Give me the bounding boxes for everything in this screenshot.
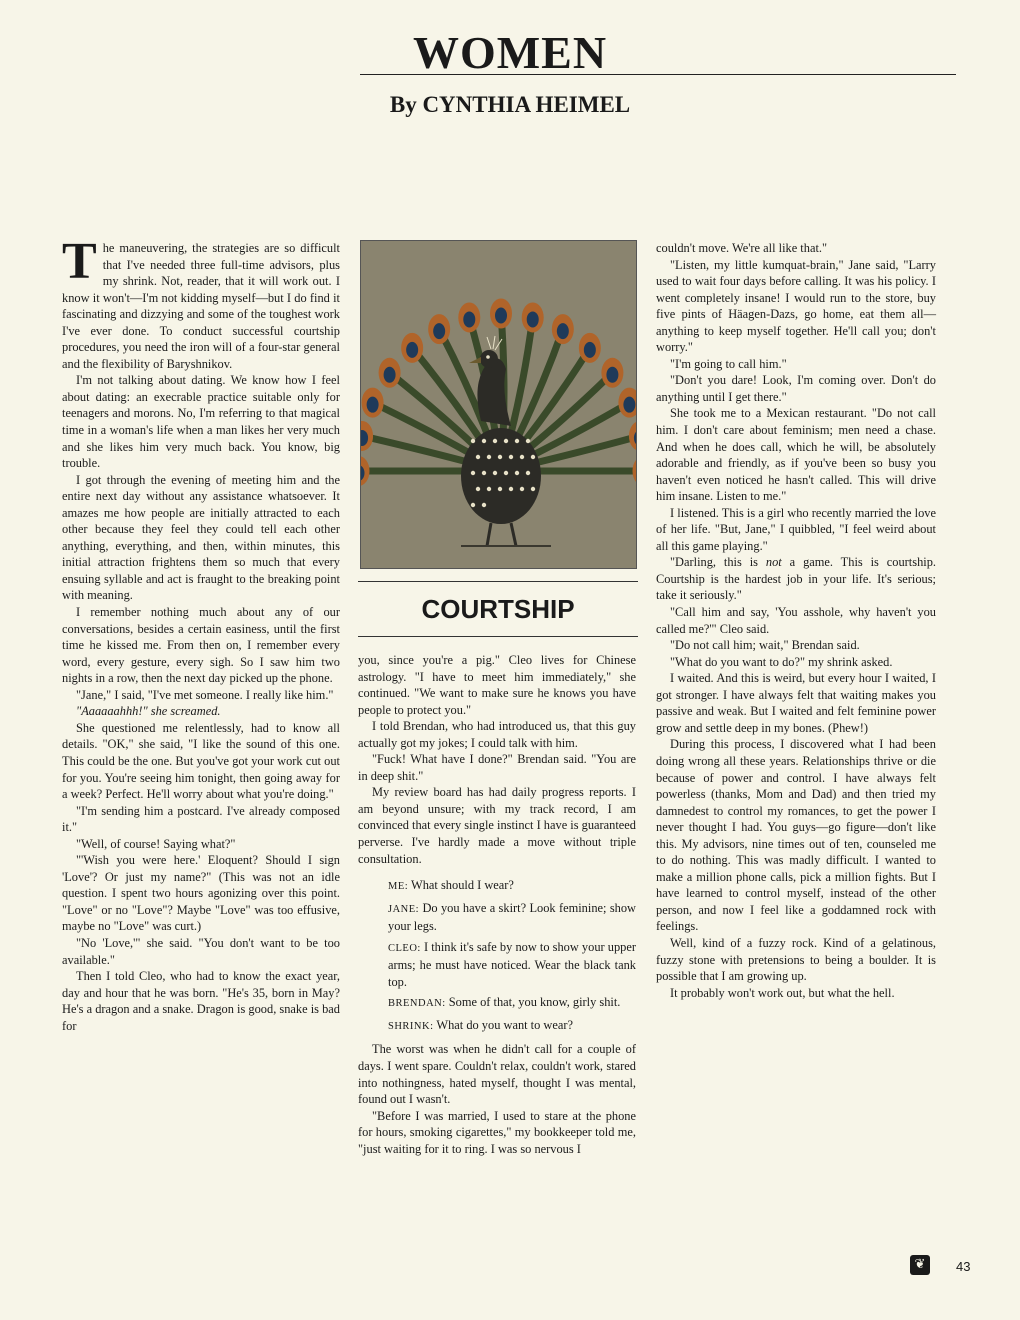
body-dot: [487, 455, 491, 459]
body-dot: [487, 487, 491, 491]
dialogue-text: Some of that, you know, girly shit.: [448, 995, 621, 1010]
peacock-illustration: [360, 240, 637, 569]
column-2: [358, 652, 636, 1157]
feather-eye-center: [406, 342, 418, 358]
paragraph: "I'm going to call him.": [670, 356, 787, 371]
paragraph: Well, kind of a fuzzy rock. Kind of a gelatinous, fuzzy stone with pretensions to being a boulder. It is possible that I am growing up.: [656, 935, 936, 984]
dialogue-line: [358, 900, 636, 935]
playboy-rabbit-icon: ❦: [910, 1255, 930, 1275]
feather-eye-center: [527, 311, 539, 327]
column-1: [62, 233, 340, 1034]
paragraph: "Fuck! What have I done?" Brendan said. "You are in deep shit.": [358, 752, 636, 783]
speaker-label: SHRINK:: [388, 1020, 434, 1032]
article-title: WOMEN: [412, 27, 608, 78]
feather-eye-center: [623, 397, 635, 413]
section-rule-top: [358, 581, 638, 582]
dialogue-text: Do you have a skirt? Look feminine; show your legs.: [388, 900, 636, 934]
speaker-label: ME:: [388, 881, 409, 893]
speaker-label: BRENDAN:: [388, 998, 446, 1010]
dialogue-line: [358, 1017, 636, 1036]
body-dot: [526, 439, 530, 443]
speaker-label: CLEO:: [388, 942, 421, 954]
paragraph: "Well, of course! Saying what?": [76, 836, 236, 851]
dialogue-text: I think it's safe by now to show your upper arms; he must have noticed. Wear the black tank top.: [388, 939, 636, 989]
feather-eye-center: [384, 367, 396, 383]
paragraph-text: "Darling, this is: [670, 555, 766, 570]
emphasis: not: [765, 555, 782, 570]
column-3: [656, 240, 936, 1001]
body-dot: [498, 487, 502, 491]
body-dot: [509, 487, 513, 491]
feather-eye-center: [557, 323, 569, 339]
dialogue-text: What do you want to wear?: [436, 1017, 573, 1032]
body-dot: [476, 487, 480, 491]
feather-eye-center: [606, 367, 618, 383]
feather-eye-center: [463, 311, 475, 327]
feather-eye-center: [495, 308, 507, 324]
paragraph: It probably won't work out, but what the hell.: [670, 985, 895, 1000]
body-dot: [471, 471, 475, 475]
page-number: 43: [956, 1259, 971, 1274]
paragraph: My review board has had daily progress reports. I am beyond unsure; with my track record, I am convinced that every single instinct I have is guaranteed perverse. I've hardly made a move without triple consultation.: [358, 785, 637, 866]
paragraph: "Don't you dare! Look, I'm coming over. Don't do anything until I get there.": [656, 373, 936, 404]
dialogue-text: What should I wear?: [411, 878, 514, 893]
body-dot: [471, 439, 475, 443]
body-dot: [476, 455, 480, 459]
section-heading: COURTSHIP: [421, 594, 575, 624]
paragraph: "What do you want to do?" my shrink asked.: [670, 654, 893, 669]
paragraph: She took me to a Mexican restaurant. "Do not call him. I don't care about feminism; men need a chase. And when he does call, which he will, be absolutely adorable and friendly, as if you've been so busy you haven't even noticed he hasn't called. This will drive him insane. Listen to me.": [656, 406, 936, 504]
peacock-icon: [361, 241, 636, 568]
body-dot: [498, 455, 502, 459]
section-rule-bottom: [358, 636, 638, 637]
body-dot: [504, 471, 508, 475]
paragraph: [62, 233, 340, 372]
paragraph: "No 'Love,'" she said. "You don't want to be too available.": [62, 935, 340, 967]
body-dot: [482, 503, 486, 507]
paragraph: "Before I was married, I used to stare at the phone for hours, smoking cigarettes," my bookkeeper told me, "just waiting for it to ring. I was so nervous I: [358, 1108, 636, 1156]
body-dot: [531, 455, 535, 459]
dialogue-line: [358, 939, 636, 991]
paragraph: "Jane," I said, "I've met someone. I really like him.": [76, 687, 334, 702]
paragraph: I told Brendan, who had introduced us, that this guy actually got my jokes; I could talk with him.: [358, 719, 636, 750]
speaker-label: JANE:: [388, 903, 420, 915]
drop-cap: T: [62, 233, 97, 290]
body-dot: [520, 487, 524, 491]
body-dot: [515, 439, 519, 443]
paragraph: I waited. And this is weird, but every hour I waited, I got stronger. I have always felt that waiting makes you passive and weak. But I waited and felt feminine power grow and settle deep in my bones. (Phew!): [656, 671, 936, 735]
paragraph: I got through the evening of meeting him and the entire next day without any assistance whatsoever. It amazes me how people are initially attracted to each other because they feel they could tell each other anything, everything, and then, within minutes, this initial attraction frightens them so much that every ensuing syllable and act is fraught to the breaking point with meaning.: [62, 472, 340, 603]
body-dot: [531, 487, 535, 491]
paragraph: couldn't move. We're all like that.": [656, 241, 828, 255]
paragraph: I listened. This is a girl who recently married the love of her life. "But, Jane," I quibbled, "I feel weird about all this game playing.": [656, 505, 936, 553]
paragraph: Then I told Cleo, who had to know the exact year, day and hour that he was born. "He's 35, born in May? He's a dragon and a snake. Dragon is good, snake is bad for: [62, 969, 340, 1033]
body-dot: [471, 503, 475, 507]
dialogue-line: [358, 994, 636, 1013]
paragraph: "Call him and say, 'You asshole, why haven't you called me?'" Cleo said.: [656, 605, 936, 636]
paragraph: I remember nothing much about any of our conversations, besides a certain easiness, until the first time he kissed me. From then on, I remember every word, every gesture, every sigh. So I saw him two nights in a row, then the next day picked up the phone.: [62, 605, 340, 686]
paragraph: I'm not talking about dating. We know how I feel about dating: an execrable practice suitable only for teenagers and morons. No, I'm referring to that magical time in a woman's life when a man likes her very much and she likes him very much back. You know, big trouble.: [62, 373, 340, 471]
body-dot: [526, 471, 530, 475]
byline: By CYNTHIA HEIMEL: [389, 92, 631, 117]
feather-eye-center: [367, 397, 379, 413]
paragraph-text: a game. This is courtship. Courtship is the hardest job in your life. It's serious; take it seriously.": [656, 555, 937, 603]
title-rule: [360, 74, 956, 75]
body-dot: [515, 471, 519, 475]
body-dot: [520, 455, 524, 459]
paragraph: The worst was when he didn't call for a couple of days. I went spare. Couldn't relax, couldn't work, stared into nothingness, hated myself, thought I was mental, found out I wasn't.: [358, 1042, 636, 1107]
paragraph: "Listen, my little kumquat-brain," Jane said, "Larry used to wait four days before calling. It was his policy. I went completely insane! I would run to the store, buy five pints of Häagen-Dazs, go home, eat them all—anything to keep myself together. He'll call you; don't worry.": [656, 257, 936, 355]
paragraph: "Aaaaaahhh!" she screamed.: [76, 704, 221, 719]
paragraph: "Do not call him; wait," Brendan said.: [670, 638, 860, 653]
body-dot: [493, 439, 497, 443]
body-dot: [493, 471, 497, 475]
paragraph-text: he maneuvering, the strategies are so difficult that I've needed three full-time advisors, plus my shrink. Not, reader, that it will work out. I know it won't—I'm not kidding myself—but I do find it fascinating and dizzying and some of the toughest work I've ever done. To conduct successful courtship procedures, you need the iron will of a four-star general and the flexibility of Baryshnikov.: [62, 241, 340, 371]
body-dot: [482, 471, 486, 475]
paragraph: you, since you're a pig." Cleo lives for Chinese astrology. "I have to meet him immediately," she continued. "We want to make sure he knows you have people to protect you.": [358, 653, 636, 717]
paragraph: [656, 554, 936, 604]
paragraph: She questioned me relentlessly, had to know all details. "OK," she said, "I like the sound of this one. This could be the one. But you've got your work cut out for you. You're seeing him tonight, then going away for a week? Perfect. He'll worry about what you're doing.": [62, 720, 340, 802]
feather-eye-center: [584, 342, 596, 358]
body-dot: [504, 439, 508, 443]
dialogue-line: [358, 877, 636, 896]
body-dot: [482, 439, 486, 443]
paragraph: "I'm sending him a postcard. I've already composed it.": [62, 803, 340, 835]
feather-eye-center: [433, 323, 445, 339]
paragraph: "'Wish you were here.' Eloquent? Should I sign 'Love'? Or just my name?" (This was not an idle question. I spent two hours agonizing over this point. "Love" or no "Love"? Maybe "Love" was too effusive, maybe no "Love" was curt.): [62, 853, 340, 934]
paragraph: During this process, I discovered what I had been doing wrong all these years. Relationships thrive or die because of power and control. I have always felt powerless (thanks, Mom and Dad) and then tried my damnedest to control my romances, to get the power I never thought I had. You guys—go figure—don't like this. My advisors, nine times out of ten, counseled me to do nothing. This was madly difficult. I wanted to make a million phone calls, pick a million fights. But I have learned to control myself, instead of the other person, and now I feel like a goddamned rock with feelings.: [656, 737, 936, 934]
body-dot: [509, 455, 513, 459]
